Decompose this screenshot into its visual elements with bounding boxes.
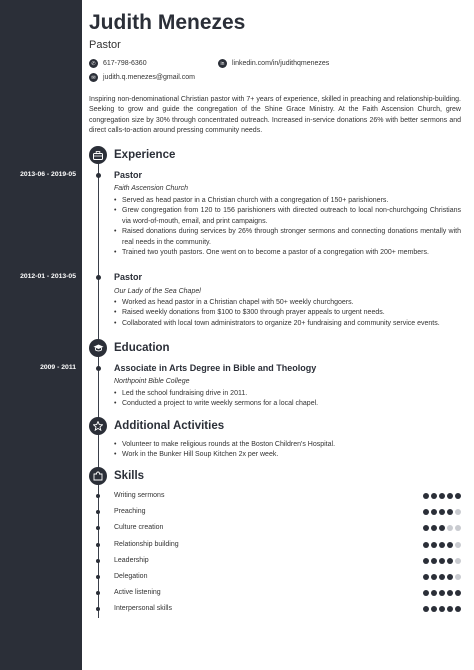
list-item: • Collaborated with local town administrators to organize 20+ fundraising and community service events. bbox=[114, 319, 461, 329]
rating-dot bbox=[447, 493, 453, 499]
rating-dot bbox=[439, 606, 445, 612]
rating-dot bbox=[423, 558, 429, 564]
skill-rating bbox=[423, 493, 461, 499]
rating-dot bbox=[439, 542, 445, 548]
email-contact[interactable] bbox=[89, 73, 195, 82]
job-role: Pastor bbox=[114, 272, 143, 282]
rating-dot bbox=[431, 542, 437, 548]
job-org: Faith Ascension Church bbox=[114, 185, 189, 192]
rating-dot bbox=[439, 525, 445, 531]
activities-bullets bbox=[114, 440, 461, 461]
rating-dot bbox=[447, 509, 453, 515]
job-dates: 2012-01 - 2013-05 bbox=[20, 273, 76, 280]
candidate-name: Judith Menezes bbox=[89, 11, 246, 34]
skill-row bbox=[114, 508, 461, 518]
star-icon bbox=[89, 417, 107, 435]
rating-dot bbox=[423, 525, 429, 531]
rating-dot bbox=[439, 509, 445, 515]
rating-dot bbox=[447, 606, 453, 612]
education-bullets bbox=[114, 389, 461, 410]
date-dash bbox=[84, 277, 90, 278]
skill-name: Preaching bbox=[114, 508, 146, 516]
date-dash bbox=[84, 368, 90, 369]
skill-row bbox=[114, 524, 461, 534]
timeline-line bbox=[98, 163, 99, 618]
rating-dot bbox=[423, 606, 429, 612]
rating-dot bbox=[423, 542, 429, 548]
skill-rating bbox=[423, 558, 461, 564]
rating-dot bbox=[455, 542, 461, 548]
timeline-dot bbox=[96, 543, 100, 547]
education-dates: 2009 - 2011 bbox=[40, 364, 76, 371]
skill-rating bbox=[423, 574, 461, 580]
rating-dot bbox=[439, 590, 445, 596]
rating-dot bbox=[455, 509, 461, 515]
graduation-cap-icon bbox=[89, 339, 107, 357]
rating-dot bbox=[431, 493, 437, 499]
skill-row bbox=[114, 573, 461, 583]
section-title-education: Education bbox=[114, 342, 170, 354]
rating-dot bbox=[431, 606, 437, 612]
job-dates: 2013-06 - 2019-05 bbox=[20, 171, 76, 178]
timeline-dot bbox=[96, 575, 100, 579]
rating-dot bbox=[447, 525, 453, 531]
rating-dot bbox=[423, 590, 429, 596]
rating-dot bbox=[439, 574, 445, 580]
rating-dot bbox=[431, 558, 437, 564]
list-item: • Led the school fundraising drive in 2011. bbox=[114, 389, 461, 399]
list-item: • Work in the Bunker Hill Soup Kitchen 2x per week. bbox=[114, 450, 461, 460]
date-dash bbox=[84, 175, 90, 176]
skill-rating bbox=[423, 509, 461, 515]
section-title-skills: Skills bbox=[114, 470, 145, 482]
puzzle-icon bbox=[89, 467, 107, 485]
list-item: • Worked as head pastor in a Christian chapel with 50+ weekly churchgoers. bbox=[114, 298, 461, 308]
skill-name: Writing sermons bbox=[114, 492, 165, 499]
skill-rating bbox=[423, 542, 461, 548]
skill-rating bbox=[423, 606, 461, 612]
list-item: • Trained two youth pastors. One went on to become a pastor of a congregation with 200+ members. bbox=[114, 248, 461, 258]
rating-dot bbox=[455, 574, 461, 580]
timeline-dot bbox=[96, 607, 100, 611]
timeline-dot bbox=[96, 559, 100, 563]
skill-name: Leadership bbox=[114, 556, 149, 564]
rating-dot bbox=[423, 574, 429, 580]
summary: Inspiring non-denominational Christian pastor with 7+ years of experience, skilled in preaching and relationship-building. Seeking to grow and guide the congregation of the Shine Grace Ministry. At the Faith Ascension Church, grew congregation size by 30% through concentrated outreach. Increased in-service donations 26% with better sermons and direct calls-to-action around pressing community needs. bbox=[89, 96, 461, 135]
timeline-dot bbox=[96, 275, 101, 280]
job-role: Pastor bbox=[114, 170, 143, 180]
list-item: • Volunteer to make religious rounds at the Boston Children's Hospital. bbox=[114, 440, 461, 450]
rating-dot bbox=[455, 493, 461, 499]
skill-rating bbox=[423, 590, 461, 596]
skill-name: Interpersonal skills bbox=[114, 605, 172, 613]
section-title-experience: Experience bbox=[114, 149, 176, 161]
skill-row bbox=[114, 541, 461, 551]
section-title-activities: Additional Activities bbox=[114, 420, 225, 432]
rating-dot bbox=[431, 509, 437, 515]
timeline-dot bbox=[96, 366, 101, 371]
candidate-title: Pastor bbox=[89, 39, 121, 51]
timeline-dot bbox=[96, 591, 100, 595]
timeline-dot bbox=[96, 173, 101, 178]
timeline-dot bbox=[96, 526, 100, 530]
linkedin-contact[interactable] bbox=[218, 59, 329, 68]
skill-name: Active listening bbox=[114, 589, 161, 597]
rating-dot bbox=[439, 558, 445, 564]
skill-row bbox=[114, 492, 461, 502]
list-item: • Served as head pastor in a Christian church with a congregation of 150+ parishioners. bbox=[114, 196, 461, 206]
skill-row bbox=[114, 605, 461, 615]
rating-dot bbox=[439, 493, 445, 499]
linkedin-text[interactable]: linkedin.com/in/judithqmenezes bbox=[232, 60, 330, 67]
rating-dot bbox=[423, 509, 429, 515]
rating-dot bbox=[431, 574, 437, 580]
job-org: Our Lady of the Sea Chapel bbox=[114, 288, 201, 295]
sidebar bbox=[0, 0, 82, 670]
rating-dot bbox=[447, 574, 453, 580]
phone-contact bbox=[89, 59, 147, 68]
rating-dot bbox=[447, 542, 453, 548]
phone-text: 617-798-6360 bbox=[103, 60, 147, 67]
linkedin-icon: in bbox=[218, 59, 227, 68]
skill-row bbox=[114, 589, 461, 599]
email-icon: ✉ bbox=[89, 73, 98, 82]
rating-dot bbox=[431, 590, 437, 596]
rating-dot bbox=[455, 606, 461, 612]
timeline-dot bbox=[96, 494, 100, 498]
rating-dot bbox=[447, 558, 453, 564]
skill-row bbox=[114, 557, 461, 567]
email-text[interactable]: judith.q.menezes@gmail.com bbox=[103, 74, 195, 81]
list-item: • Grew congregation from 120 to 156 parishioners with directed outreach to local non-churchgoing Christians via word-of-mouth, email, and print campaigns. bbox=[114, 206, 461, 227]
job-bullets bbox=[114, 298, 461, 329]
briefcase-icon bbox=[89, 146, 107, 164]
rating-dot bbox=[447, 590, 453, 596]
skill-name: Relationship building bbox=[114, 540, 179, 548]
rating-dot bbox=[455, 590, 461, 596]
skill-name: Delegation bbox=[114, 573, 148, 580]
list-item: • Raised donations during services by 26% through stronger sermons and connecting donations mentally with real needs in the community. bbox=[114, 227, 461, 248]
degree-title: Associate in Arts Degree in Bible and Theology bbox=[114, 363, 317, 373]
school-name: Northpoint Bible College bbox=[114, 378, 190, 385]
rating-dot bbox=[431, 525, 437, 531]
skill-name: Culture creation bbox=[114, 524, 164, 532]
list-item: • Conducted a project to write weekly sermons for a local chapel. bbox=[114, 399, 461, 409]
job-bullets bbox=[114, 196, 461, 258]
rating-dot bbox=[423, 493, 429, 499]
list-item: • Raised weekly donations from $100 to $300 through prayer appeals to urgent needs. bbox=[114, 308, 461, 318]
skill-rating bbox=[423, 525, 461, 531]
phone-icon: ✆ bbox=[89, 59, 98, 68]
rating-dot bbox=[455, 525, 461, 531]
timeline-dot bbox=[96, 510, 100, 514]
rating-dot bbox=[455, 558, 461, 564]
